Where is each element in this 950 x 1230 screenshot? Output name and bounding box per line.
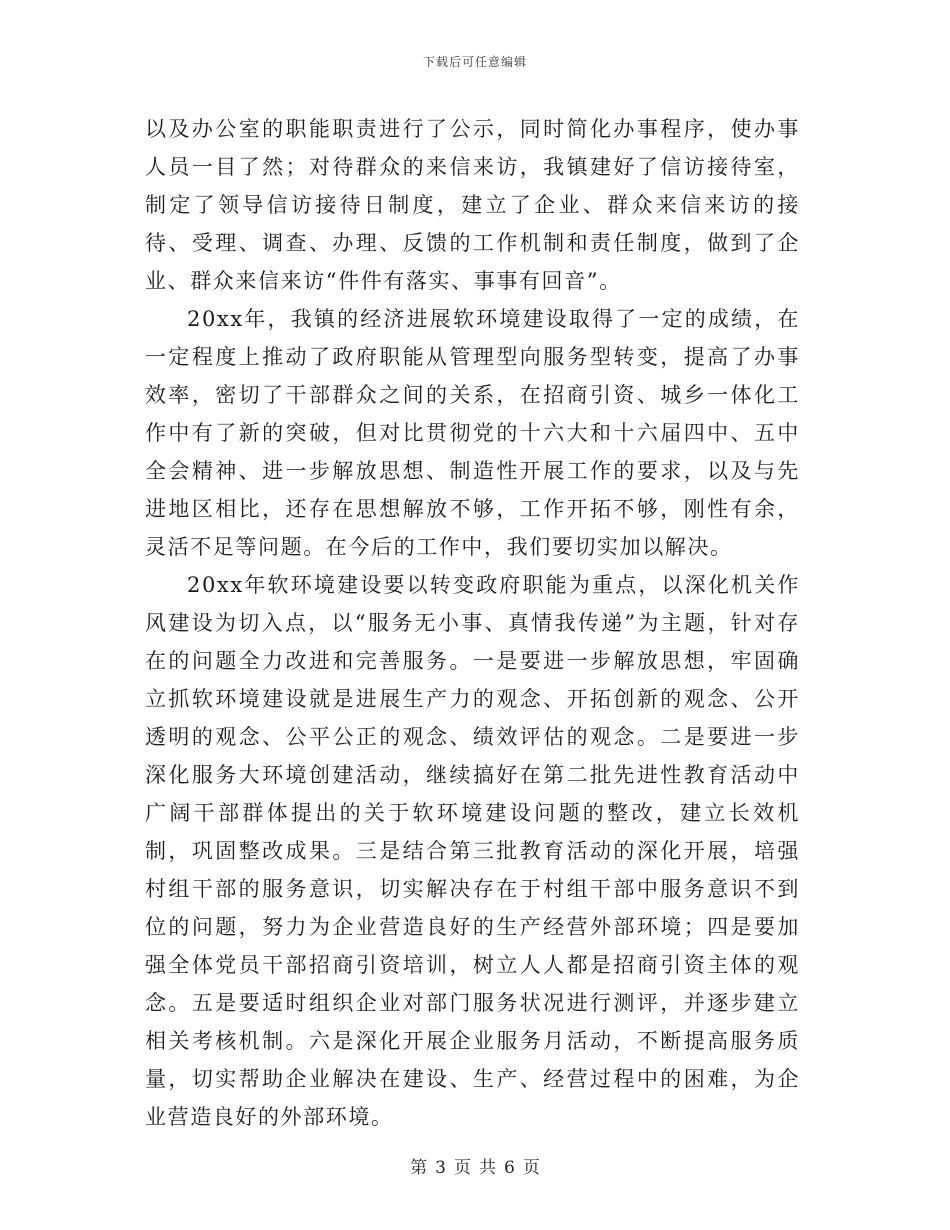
footer-page-word: 页	[454, 1158, 471, 1178]
footer-total-pages: 6	[504, 1158, 515, 1178]
page-footer	[0, 1153, 950, 1178]
footer-suffix: 页	[522, 1158, 540, 1178]
paragraph-2: 20xx年，我镇的经济进展软环境建设取得了一定的成绩，在一定程度上推动了政府职能从管理型向服务型转变，提高了办事效率，密切了干部群众之间的关系，在招商引资、城乡一体化工作中有了新的突破，但对比贯彻党的十六大和十六届四中、五中全会精神、进一步解放思想、制造性开展工作的要求，以及与先进地区相比，还存在思想解放不够，工作开拓不够，刚性有余，灵活不足等问题。在今后的工作中，我们要切实加以解决。	[145, 307, 800, 559]
paragraph-3: 20xx年软环境建设要以转变政府职能为重点，以深化机关作风建设为切入点，以“服务无小事、真情我传递”为主题，针对存在的问题全力改进和完善服务。一是要进一步解放思想，牢固确立抓软环境建设就是进展生产力的观念、开拓创新的观念、公开透明的观念、公平公正的观念、绩效评估的观念。二是要进一步深化服务大环境创建活动，继续搞好在第二批先进性教育活动中广阔干部群体提出的关于软环境建设问题的整改，建立长效机制，巩固整改成果。三是结合第三批教育活动的深化开展，培强村组干部的服务意识，切实解决存在于村组干部中服务意识不到位的问题，努力为企业营造良好的生产经营外部环境；四是要加强全体党员干部招商引资培训，树立人人都是招商引资主体的观念。五是要适时组织企业对部门服务状况进行测评，并逐步建立相关考核机制。六是深化开展企业服务月活动，不断提高服务质量，切实帮助企业解决在建设、生产、经营过程中的困难，为企业营造良好的外部环境。	[145, 573, 800, 1129]
footer-current-page: 3	[435, 1158, 446, 1178]
footer-prefix: 第	[410, 1158, 428, 1178]
page-header: 下载后可任意编辑	[422, 55, 527, 69]
document-body	[145, 110, 800, 1136]
paragraph-1: 以及办公室的职能职责进行了公示，同时简化办事程序，使办事人员一目了然；对待群众的来信来访，我镇建好了信访接待室，制定了领导信访接待日制度，建立了企业、群众来信来访的接待、受理、调查、办理、反馈的工作机制和责任制度，做到了企业、群众来信来访“件件有落实、事事有回音”。	[145, 117, 800, 293]
footer-total-prefix: 共	[479, 1158, 496, 1178]
